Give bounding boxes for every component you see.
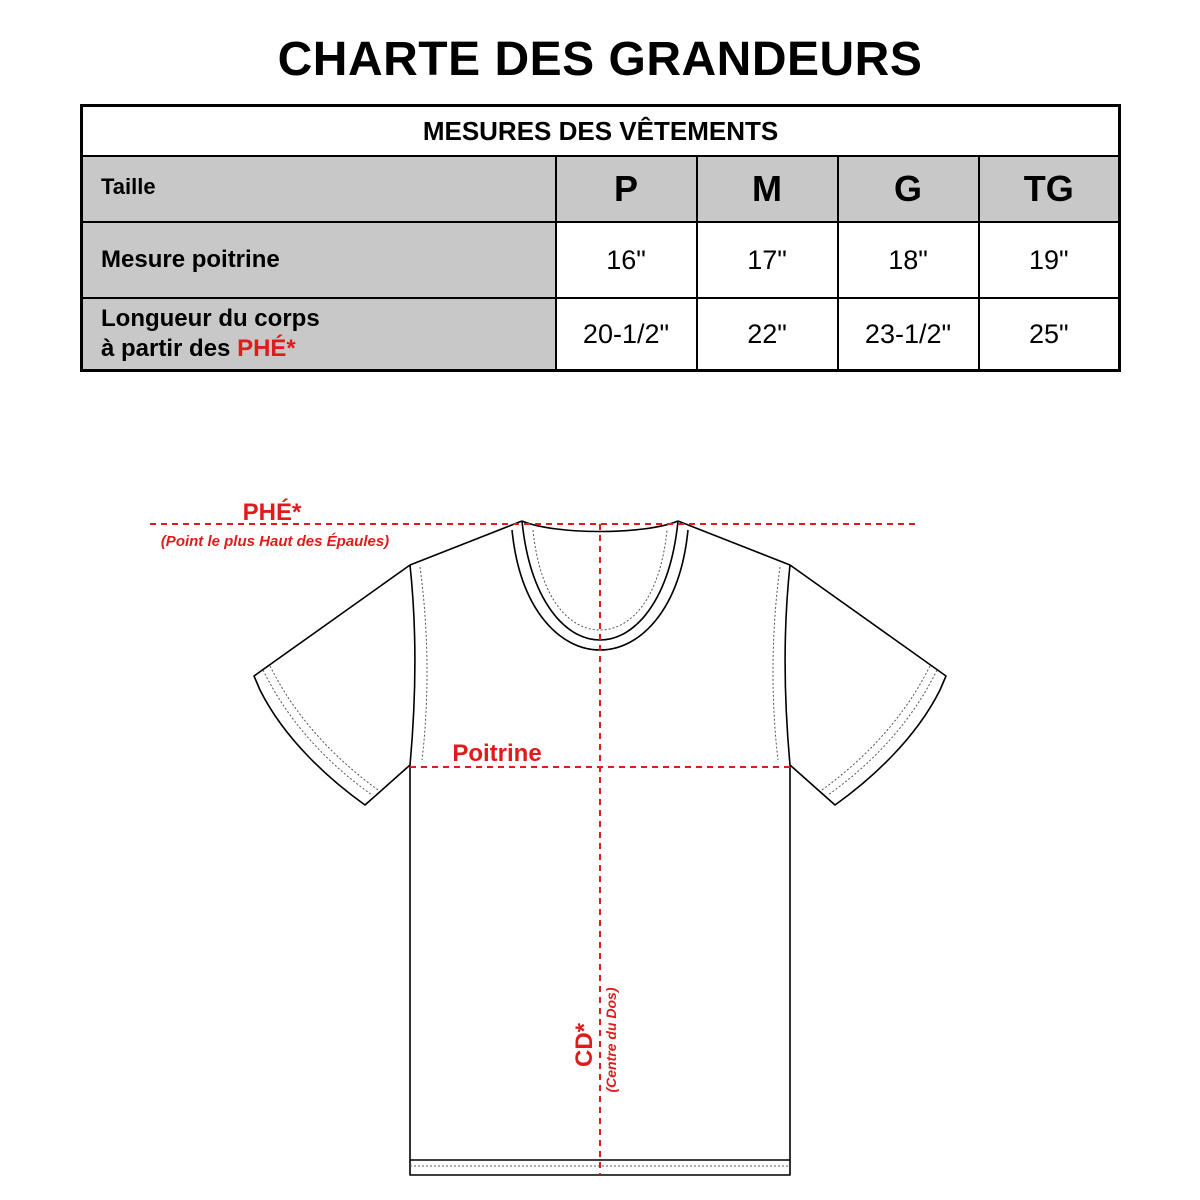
phe-label: PHÉ* — [242, 499, 302, 526]
size-p: P — [556, 156, 697, 222]
table-cell: 17" — [697, 222, 838, 298]
table-cell: 16" — [556, 222, 697, 298]
page-title: CHARTE DES GRANDEURS — [277, 33, 923, 86]
diagram-labels — [161, 498, 619, 1093]
measure-lines — [150, 524, 918, 1175]
table-caption: MESURES DES VÊTEMENTS — [82, 106, 1120, 157]
table-cell: 23-1/2" — [838, 298, 979, 371]
size-tg: TG — [979, 156, 1120, 222]
row-label-length-line1: Longueur du corps — [101, 305, 320, 332]
header-label: Taille — [82, 156, 556, 222]
size-g: G — [838, 156, 979, 222]
phe-reference: PHÉ* — [237, 335, 296, 362]
table-cell: 22" — [697, 298, 838, 371]
phe-note: (Point le plus Haut des Épaules) — [160, 533, 390, 550]
row-label-length-prefix: à partir des — [101, 335, 231, 362]
row-label-chest: Mesure poitrine — [82, 222, 556, 298]
cd-label: CD* — [571, 1022, 598, 1068]
table-cell: 18" — [838, 222, 979, 298]
table-cell: 19" — [979, 222, 1120, 298]
cd-note: (Centre du Dos) — [603, 987, 619, 1093]
size-m: M — [697, 156, 838, 222]
table-cell: 20-1/2" — [556, 298, 697, 371]
chest-label: Poitrine — [452, 740, 542, 767]
table-cell: 25" — [979, 298, 1120, 371]
